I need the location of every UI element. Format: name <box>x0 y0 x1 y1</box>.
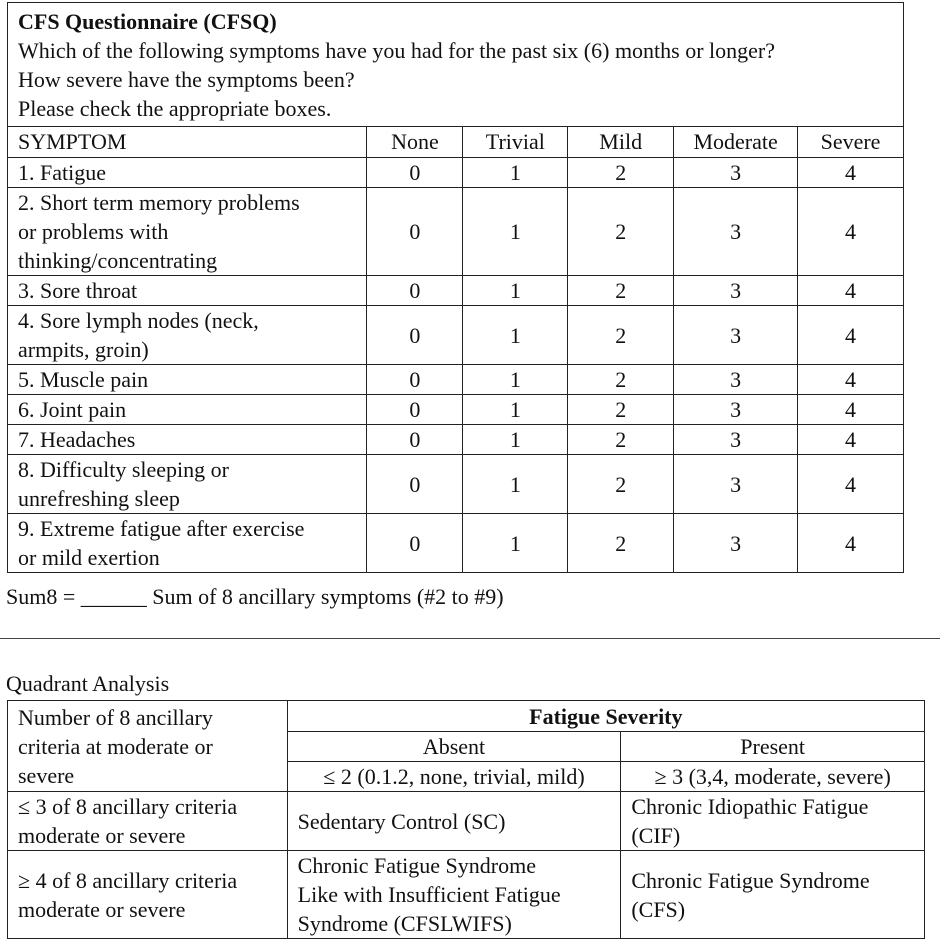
questionnaire-header <box>8 3 904 127</box>
severity-score-severe[interactable]: 4 <box>798 188 904 276</box>
severity-score-trivial[interactable]: 1 <box>463 365 568 395</box>
symptom-row <box>8 306 904 365</box>
absent-range: ≤ 2 (0.1.2, none, trivial, mild) <box>287 762 621 792</box>
severity-score-severe[interactable]: 4 <box>798 455 904 514</box>
symptom-name-line: 8. Difficulty sleeping or <box>18 457 229 482</box>
severity-score-moderate[interactable]: 3 <box>674 365 798 395</box>
severity-score-trivial[interactable]: 1 <box>463 395 568 425</box>
severity-score-moderate[interactable]: 3 <box>674 425 798 455</box>
section-divider <box>0 638 940 639</box>
question-duration: Which of the following symptoms have you had for the past six (6) months or longer? <box>18 38 776 63</box>
column-header-none: None <box>367 127 463 158</box>
symptom-name-line: 5. Muscle pain <box>18 367 149 392</box>
quadrant-text-line: (CFS) <box>631 896 686 922</box>
quadrant-text-line: (CIF) <box>631 823 681 848</box>
instruction-text: Please check the appropriate boxes. <box>18 96 332 121</box>
symptom-name-cell <box>8 365 367 395</box>
severity-score-none[interactable]: 0 <box>367 188 463 276</box>
severity-score-severe[interactable]: 4 <box>798 158 904 188</box>
severity-score-moderate[interactable]: 3 <box>674 276 798 306</box>
severity-score-trivial[interactable]: 1 <box>463 188 568 276</box>
quadrant-text-line: Chronic Fatigue Syndrome <box>631 867 870 893</box>
severity-score-mild[interactable]: 2 <box>568 306 674 365</box>
quadrant-text-line: Syndrome (CFSLWIFS) <box>297 911 512 936</box>
severity-score-trivial[interactable]: 1 <box>463 514 568 573</box>
symptom-name-cell <box>8 425 367 455</box>
symptom-name-cell <box>8 395 367 425</box>
symptom-row <box>8 365 904 395</box>
severity-score-severe[interactable]: 4 <box>798 365 904 395</box>
corner-line: severe <box>18 762 75 788</box>
severity-score-mild[interactable]: 2 <box>568 158 674 188</box>
symptom-name-line: or problems with <box>18 219 169 244</box>
sedentary-control-cell <box>287 792 621 851</box>
severity-score-moderate[interactable]: 3 <box>674 514 798 573</box>
criteria-line: ≤ 3 of 8 ancillary criteria <box>18 794 238 819</box>
criteria-high-cell <box>8 851 288 939</box>
severity-score-trivial[interactable]: 1 <box>463 158 568 188</box>
severity-score-none[interactable]: 0 <box>367 455 463 514</box>
column-header-symptom: SYMPTOM <box>8 127 367 158</box>
column-header-mild: Mild <box>568 127 674 158</box>
severity-score-trivial[interactable]: 1 <box>463 306 568 365</box>
column-header-moderate: Moderate <box>674 127 798 158</box>
symptom-name-cell <box>8 276 367 306</box>
symptom-name-cell <box>8 188 367 276</box>
severity-score-none[interactable]: 0 <box>367 306 463 365</box>
chronic-idiopathic-fatigue-cell <box>621 792 925 851</box>
symptom-name-line: 9. Extreme fatigue after exercise <box>18 516 305 541</box>
present-range: ≥ 3 (3,4, moderate, severe) <box>621 762 925 792</box>
absent-header: Absent <box>287 732 621 762</box>
symptom-name-line: 1. Fatigue <box>18 160 106 185</box>
symptom-name-line: 4. Sore lymph nodes (neck, <box>18 308 259 333</box>
symptom-row <box>8 158 904 188</box>
severity-score-severe[interactable]: 4 <box>798 514 904 573</box>
severity-score-mild[interactable]: 2 <box>568 425 674 455</box>
symptom-name-line: 6. Joint pain <box>18 397 127 422</box>
symptom-name-cell <box>8 455 367 514</box>
severity-score-moderate[interactable]: 3 <box>674 158 798 188</box>
severity-score-mild[interactable]: 2 <box>568 395 674 425</box>
question-severity: How severe have the symptoms been? <box>18 67 355 92</box>
quadrant-text-line: Chronic Idiopathic Fatigue <box>631 794 869 819</box>
column-header-severe: Severe <box>798 127 904 158</box>
severity-score-mild[interactable]: 2 <box>568 276 674 306</box>
severity-score-moderate[interactable]: 3 <box>674 455 798 514</box>
severity-score-trivial[interactable]: 1 <box>463 276 568 306</box>
quadrant-row-low <box>8 792 925 851</box>
symptom-row <box>8 425 904 455</box>
criteria-line: moderate or severe <box>18 896 186 922</box>
cfsq-table <box>7 2 904 573</box>
corner-line: criteria at moderate or <box>18 733 213 759</box>
symptom-name-line: 2. Short term memory problems <box>18 190 300 215</box>
symptom-name-cell <box>8 158 367 188</box>
quadrant-row-high <box>8 851 925 939</box>
column-header-row <box>8 127 904 158</box>
cfslwifs-cell <box>287 851 621 939</box>
criteria-line: moderate or severe <box>18 823 186 848</box>
criteria-line: ≥ 4 of 8 ancillary criteria <box>18 867 238 893</box>
severity-score-none[interactable]: 0 <box>367 514 463 573</box>
quadrant-text-line: Like with Insufficient Fatigue <box>297 882 561 907</box>
severity-score-trivial[interactable]: 1 <box>463 425 568 455</box>
symptom-row <box>8 276 904 306</box>
symptom-name-line: 3. Sore throat <box>18 278 138 303</box>
severity-score-severe[interactable]: 4 <box>798 425 904 455</box>
symptom-row <box>8 514 904 573</box>
severity-score-severe[interactable]: 4 <box>798 306 904 365</box>
corner-line: Number of 8 ancillary <box>18 704 213 730</box>
symptom-name-line: armpits, groin) <box>18 337 149 362</box>
symptom-name-line: unrefreshing sleep <box>18 486 180 511</box>
symptom-rows <box>8 158 904 573</box>
severity-score-moderate[interactable]: 3 <box>674 188 798 276</box>
quadrant-analysis-label: Quadrant Analysis <box>6 671 170 696</box>
severity-score-trivial[interactable]: 1 <box>463 455 568 514</box>
severity-score-none[interactable]: 0 <box>367 395 463 425</box>
symptom-name-line: or mild exertion <box>18 545 160 570</box>
severity-score-mild[interactable]: 2 <box>568 188 674 276</box>
symptom-row <box>8 188 904 276</box>
severity-score-mild[interactable]: 2 <box>568 514 674 573</box>
severity-score-moderate[interactable]: 3 <box>674 306 798 365</box>
symptom-name-line: 7. Headaches <box>18 427 136 452</box>
fatigue-severity-header: Fatigue Severity <box>287 701 924 732</box>
severity-score-none[interactable]: 0 <box>367 276 463 306</box>
symptom-name-cell <box>8 306 367 365</box>
severity-score-none[interactable]: 0 <box>367 365 463 395</box>
quadrant-corner-cell <box>8 701 288 792</box>
severity-score-severe[interactable]: 4 <box>798 395 904 425</box>
column-header-trivial: Trivial <box>463 127 568 158</box>
sum8-line: Sum8 = ______ Sum of 8 ancillary symptoms (#2 to #9) <box>6 584 504 609</box>
symptom-name-line: thinking/concentrating <box>18 248 218 273</box>
quadrant-text-line: Chronic Fatigue Syndrome <box>297 853 536 878</box>
quadrant-text-line: Sedentary Control (SC) <box>297 808 506 834</box>
questionnaire-title: CFS Questionnaire (CFSQ) <box>18 9 277 34</box>
quadrant-table <box>7 700 925 939</box>
symptom-row <box>8 455 904 514</box>
severity-score-mild[interactable]: 2 <box>568 365 674 395</box>
severity-score-mild[interactable]: 2 <box>568 455 674 514</box>
present-header: Present <box>621 732 925 762</box>
criteria-low-cell <box>8 792 288 851</box>
severity-score-none[interactable]: 0 <box>367 425 463 455</box>
cfs-cell <box>621 851 925 939</box>
symptom-name-cell <box>8 514 367 573</box>
symptom-row <box>8 395 904 425</box>
severity-score-severe[interactable]: 4 <box>798 276 904 306</box>
severity-score-none[interactable]: 0 <box>367 158 463 188</box>
severity-score-moderate[interactable]: 3 <box>674 395 798 425</box>
